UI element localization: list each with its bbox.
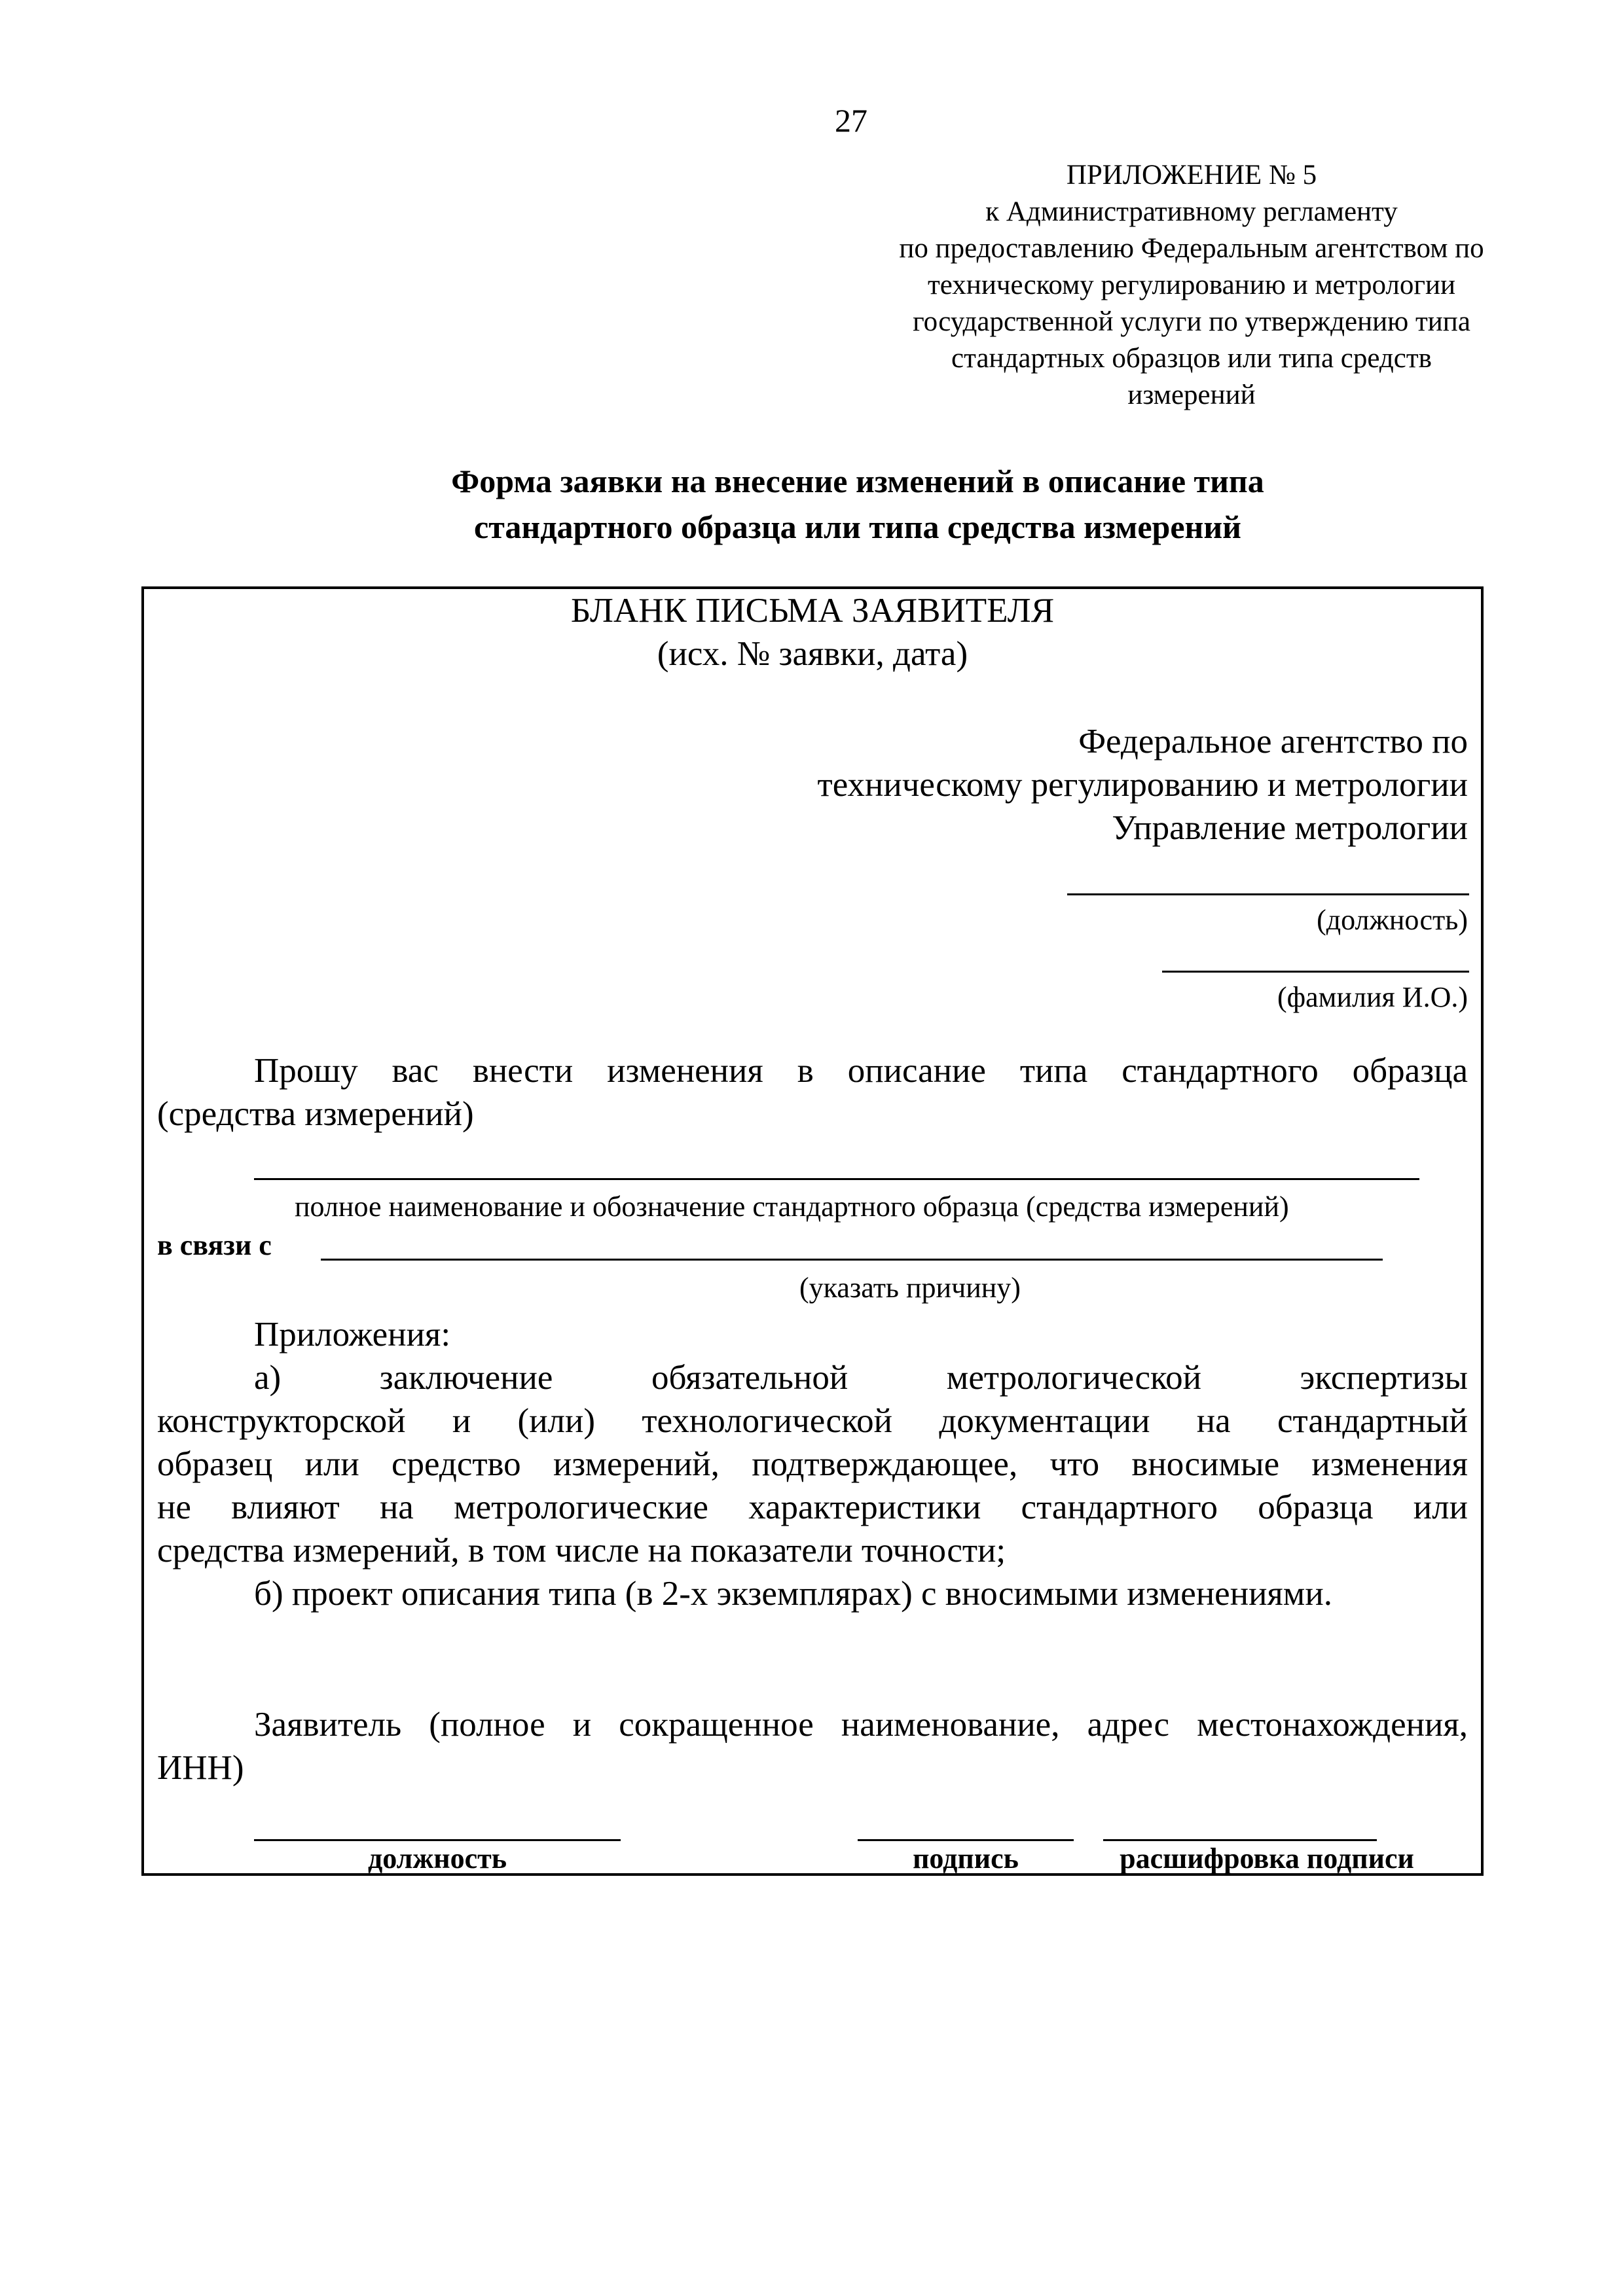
applicant-line: Заявитель (полное и сокращенное наименование, адрес местонахождения, — [254, 1706, 1468, 1744]
addressee-line: техническому регулированию и метрологии — [817, 766, 1468, 804]
blank-title: БЛАНК ПИСЬМА ЗАЯВИТЕЛЯ — [570, 592, 1055, 630]
attachment-a — [157, 1356, 1468, 1572]
request-line: Прошу вас внести изменения в описание типа стандартного образца — [254, 1052, 1468, 1090]
attachment-a-line: конструкторской и (или) технологической документации на стандартный — [157, 1402, 1468, 1440]
form-title-line: стандартного образца или типа средства измерений — [474, 509, 1241, 545]
attachment-a-line: а) заключение обязательной метрологической экспертизы — [254, 1359, 1468, 1397]
addressee-line: Федеральное агентство по — [1078, 723, 1468, 761]
reason-prefix: в связи с — [157, 1229, 272, 1261]
signature-position-caption: должность — [367, 1842, 507, 1874]
appendix-line: измерений — [1127, 380, 1256, 410]
page-number: 27 — [835, 102, 867, 139]
signature-decoding-caption: расшифровка подписи — [1120, 1842, 1414, 1874]
position-caption: (должность) — [1317, 904, 1468, 936]
attachment-b: б) проект описания типа (в 2-х экземплярах) с вносимыми изменениями. — [254, 1575, 1332, 1613]
appendix-line: стандартных образцов или типа средств — [951, 343, 1432, 374]
signature-caption: подпись — [913, 1842, 1019, 1874]
appendix-line: к Административному регламенту — [985, 196, 1398, 227]
reason-caption: (указать причину) — [799, 1272, 1021, 1304]
appendix-line: государственной услуги по утверждению типа — [913, 306, 1470, 337]
letter-frame — [141, 586, 1484, 1876]
name-caption: полное наименование и обозначение стандартного образца (средства измерений) — [295, 1191, 1289, 1223]
applicant-block — [157, 1703, 1468, 1789]
appendix-line: ПРИЛОЖЕНИЕ № 5 — [1066, 160, 1317, 190]
surname-blank-line — [1162, 971, 1469, 973]
attachments-label: Приложения: — [254, 1316, 451, 1354]
surname-caption: (фамилия И.О.) — [1277, 981, 1468, 1013]
name-blank-line — [254, 1178, 1419, 1180]
appendix-line: по предоставлению Федеральным агентством по — [899, 233, 1484, 264]
request-line: (средства измерений) — [157, 1095, 474, 1133]
form-title-line: Форма заявки на внесение изменений в описание типа — [451, 463, 1264, 499]
form-title — [144, 458, 1571, 550]
position-blank-line — [1067, 893, 1469, 895]
addressee-line: Управление метрологии — [1112, 809, 1468, 847]
appendix-header — [812, 157, 1571, 414]
blank-subtitle: (исх. № заявки, дата) — [657, 635, 968, 673]
appendix-line: техническому регулированию и метрологии — [928, 270, 1455, 300]
attachment-a-line: средства измерений, в том числе на показатели точности; — [157, 1532, 1006, 1570]
applicant-line: ИНН) — [157, 1749, 244, 1787]
reason-blank-line — [321, 1259, 1383, 1261]
attachment-a-line: образец или средство измерений, подтверждающее, что вносимые изменения — [157, 1445, 1468, 1483]
attachment-a-line: не влияют на метрологические характеристики стандартного образца или — [157, 1488, 1468, 1526]
